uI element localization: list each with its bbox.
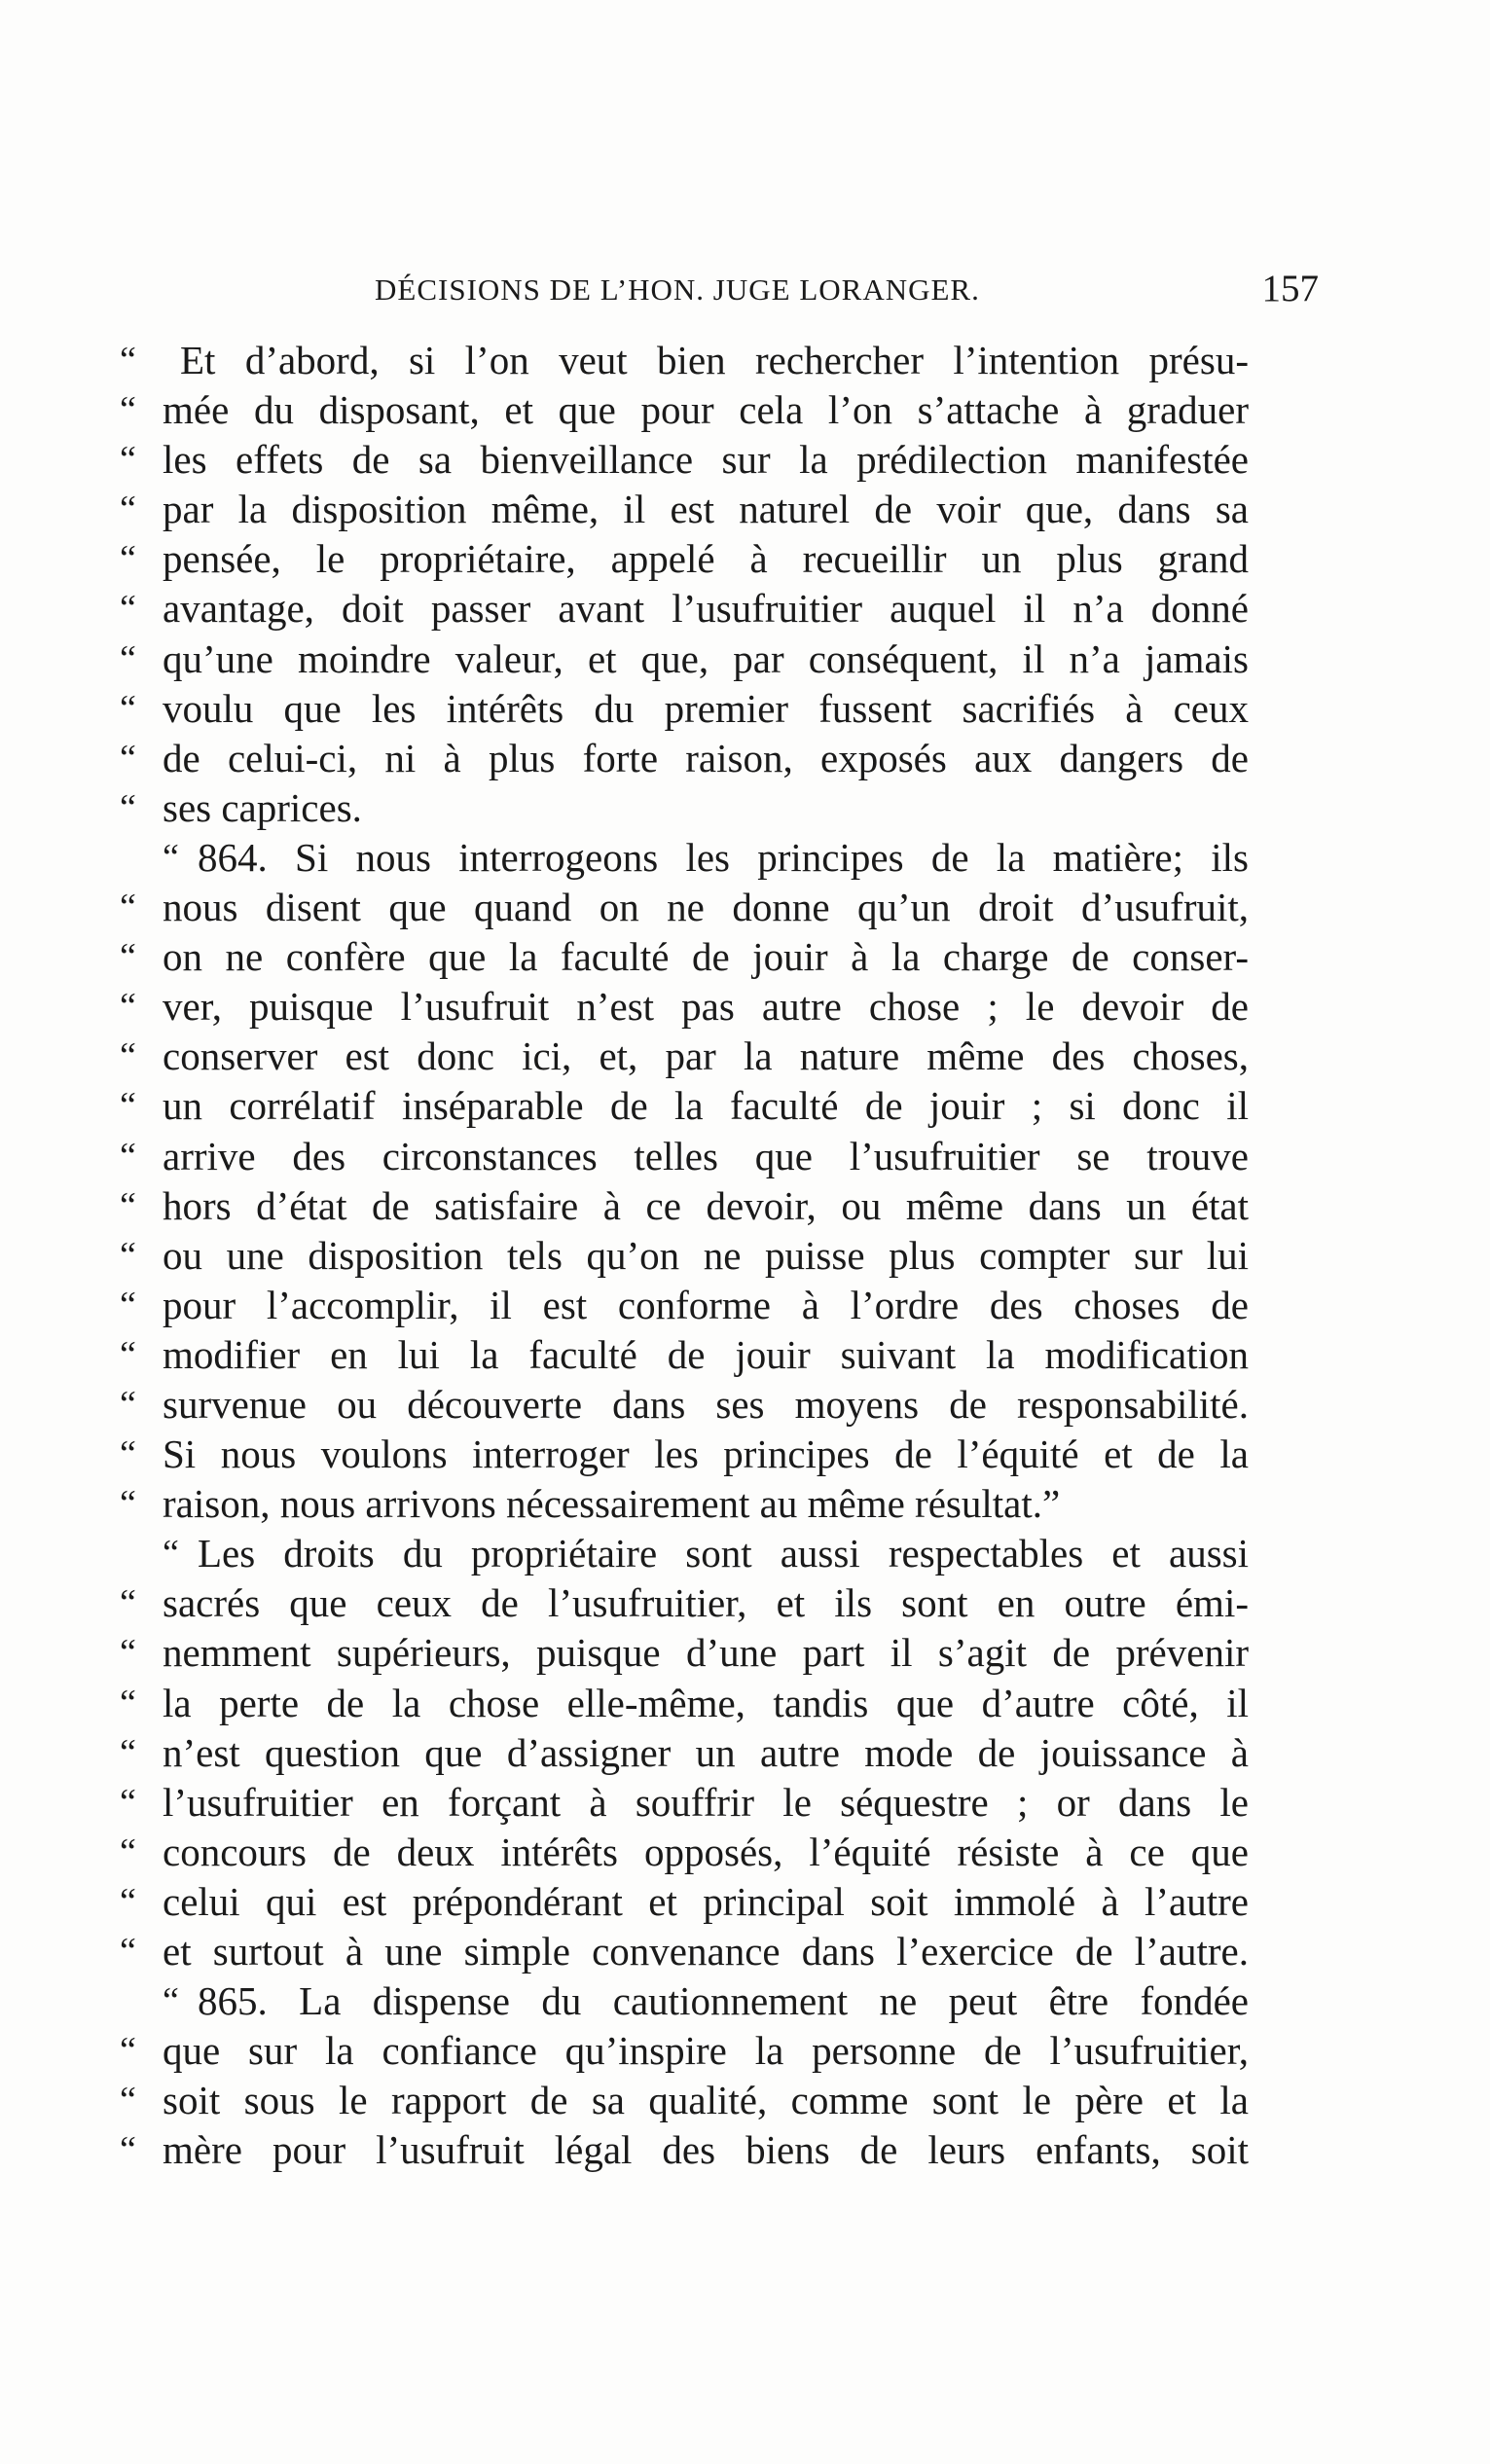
text-line	[120, 534, 1249, 584]
text-line	[120, 1330, 1249, 1380]
text-line	[120, 2026, 1249, 2076]
quote-mark: “	[120, 637, 136, 679]
line-text: mée du disposant, et que pour cela l’on s’attache à graduer	[163, 387, 1249, 433]
quote-mark: “	[120, 1085, 136, 1127]
text-line	[120, 1081, 1249, 1131]
line-text: ver, puisque l’usufruit n’est pas autre chose ; le devoir de	[163, 984, 1249, 1030]
quote-mark: “	[120, 2080, 136, 2121]
text-line	[120, 1578, 1249, 1628]
line-text: un corrélatif inséparable de la faculté de jouir ; si donc il	[163, 1083, 1249, 1129]
quote-mark: “	[120, 2129, 136, 2171]
line-text: la perte de la chose elle-même, tandis que d’autre côté, il	[163, 1680, 1249, 1725]
line-text: modifier en lui la faculté de jouir suivant la modification	[163, 1331, 1249, 1377]
line-text: ou une disposition tels qu’on ne puisse plus compter sur lui	[163, 1232, 1249, 1278]
quote-mark: “	[163, 1980, 179, 2022]
line-text: mère pour l’usufruit légal des biens de leurs enfants, soit	[163, 2127, 1249, 2173]
quote-mark: “	[120, 786, 136, 828]
line-text: 865. La dispense du cautionnement ne peut être fondée	[198, 1978, 1249, 2024]
text-line	[120, 783, 1249, 833]
quote-mark: “	[120, 1284, 136, 1325]
text-line	[120, 435, 1249, 485]
text-line	[120, 634, 1249, 684]
line-text: pensée, le propriétaire, appelé à recueillir un plus grand	[163, 536, 1249, 582]
text-line	[120, 1529, 1249, 1578]
quote-mark: “	[120, 489, 136, 530]
line-text: ses caprices.	[163, 784, 362, 830]
line-text: soit sous le rapport de sa qualité, comme sont le père et la	[163, 2078, 1249, 2123]
quote-mark: “	[120, 986, 136, 1028]
quote-mark: “	[120, 1731, 136, 1773]
quote-mark: “	[120, 1433, 136, 1475]
text-line	[120, 1479, 1249, 1529]
line-text: avantage, doit passer avant l’usufruitier auquel il n’a donné	[163, 586, 1249, 632]
line-text: survenue ou découverte dans ses moyens de responsabilité.	[163, 1381, 1249, 1427]
quote-mark: “	[120, 1682, 136, 1723]
text-line	[120, 385, 1249, 435]
quote-mark: “	[120, 1880, 136, 1922]
text-line	[120, 684, 1249, 734]
quote-mark: “	[120, 1184, 136, 1226]
text-line	[120, 1679, 1249, 1728]
text-line	[120, 1281, 1249, 1330]
text-line	[120, 485, 1249, 534]
text-line	[120, 2125, 1249, 2175]
text-line	[120, 1430, 1249, 1479]
text-line	[120, 2076, 1249, 2125]
text-line	[120, 1778, 1249, 1828]
text-line	[120, 883, 1249, 932]
line-text: nemment supérieurs, puisque d’une part il s’agit de prévenir	[163, 1630, 1249, 1676]
quote-mark: “	[120, 1781, 136, 1823]
line-text: les effets de sa bienveillance sur la prédilection manifestée	[163, 437, 1249, 483]
text-line	[120, 1877, 1249, 1927]
line-text: Si nous voulons interroger les principes de l’équité et de la	[163, 1431, 1249, 1477]
line-text: n’est question que d’assigner un autre mode de jouissance à	[163, 1729, 1249, 1775]
line-text: l’usufruitier en forçant à souffrir le séquestre ; or dans le	[163, 1779, 1249, 1825]
quote-mark: “	[120, 1035, 136, 1077]
text-line	[120, 1927, 1249, 1976]
text-line	[120, 1032, 1249, 1081]
quote-mark: “	[120, 1135, 136, 1177]
line-text: sacrés que ceux de l’usufruitier, et ils sont en outre émi-	[163, 1580, 1249, 1626]
quote-mark: “	[120, 2030, 136, 2072]
page-number: 157	[1261, 268, 1319, 309]
line-text: arrive des circonstances telles que l’usufruitier se trouve	[163, 1133, 1249, 1178]
text-line	[120, 1132, 1249, 1181]
quote-mark: “	[120, 340, 136, 380]
quote-mark: “	[120, 389, 136, 431]
text-line	[120, 932, 1249, 982]
line-text: Et d’abord, si l’on veut bien rechercher l’intention présu-	[180, 338, 1249, 382]
quote-mark: “	[120, 936, 136, 978]
line-text: et surtout à une simple convenance dans l’exercice de l’autre.	[163, 1929, 1249, 1974]
quote-mark: “	[120, 439, 136, 481]
text-line	[120, 1181, 1249, 1231]
line-text: Les droits du propriétaire sont aussi respectables et aussi	[198, 1531, 1249, 1576]
line-text: hors d’état de satisfaire à ce devoir, ou même dans un état	[163, 1182, 1249, 1228]
text-line	[120, 1380, 1249, 1430]
line-text: que sur la confiance qu’inspire la personne de l’usufruitier,	[163, 2028, 1249, 2074]
text-line	[120, 982, 1249, 1032]
text-line	[120, 584, 1249, 634]
line-text: de celui-ci, ni à plus forte raison, exposés aux dangers de	[163, 735, 1249, 780]
quote-mark: “	[120, 1483, 136, 1525]
quote-mark: “	[163, 1533, 179, 1575]
quote-mark: “	[120, 1383, 136, 1425]
text-line	[120, 1231, 1249, 1281]
quote-mark: “	[120, 1333, 136, 1375]
quote-mark: “	[120, 1234, 136, 1276]
line-text: concours de deux intérêts opposés, l’équité résiste à ce que	[163, 1829, 1249, 1874]
text-line	[120, 833, 1249, 883]
quote-mark: “	[120, 1582, 136, 1624]
page-header	[375, 267, 1319, 315]
text-line	[120, 336, 1249, 385]
line-text: qu’une moindre valeur, et que, par conséquent, il n’a jamais	[163, 635, 1249, 681]
text-line	[120, 1728, 1249, 1778]
quote-mark: “	[120, 737, 136, 779]
text-line	[120, 734, 1249, 783]
quote-mark: “	[120, 588, 136, 630]
text-line	[120, 1628, 1249, 1678]
line-text: nous disent que quand on ne donne qu’un droit d’usufruit,	[163, 885, 1249, 930]
line-text: conserver est donc ici, et, par la nature même des choses,	[163, 1033, 1249, 1079]
line-text: raison, nous arrivons nécessairement au même résultat.”	[163, 1481, 1061, 1527]
line-text: par la disposition même, il est naturel de voir que, dans sa	[163, 487, 1249, 532]
line-text: 864. Si nous interrogeons les principes de la matière; ils	[198, 834, 1249, 880]
quote-mark: “	[163, 836, 179, 878]
text-line	[120, 1828, 1249, 1877]
quote-mark: “	[120, 687, 136, 729]
quote-mark: “	[120, 1632, 136, 1674]
quote-mark: “	[120, 1931, 136, 1972]
body-text	[120, 336, 1249, 2175]
line-text: pour l’accomplir, il est conforme à l’ordre des choses de	[163, 1282, 1249, 1327]
quote-mark: “	[120, 1830, 136, 1872]
quote-mark: “	[120, 538, 136, 580]
line-text: celui qui est prépondérant et principal soit immolé à l’autre	[163, 1878, 1249, 1924]
line-text: voulu que les intérêts du premier fussent sacrifiés à ceux	[163, 685, 1249, 731]
running-title: DÉCISIONS DE L’HON. JUGE LORANGER.	[375, 272, 980, 307]
text-line	[120, 1976, 1249, 2026]
line-text: on ne confère que la faculté de jouir à la charge de conser-	[163, 934, 1249, 980]
quote-mark: “	[120, 887, 136, 928]
